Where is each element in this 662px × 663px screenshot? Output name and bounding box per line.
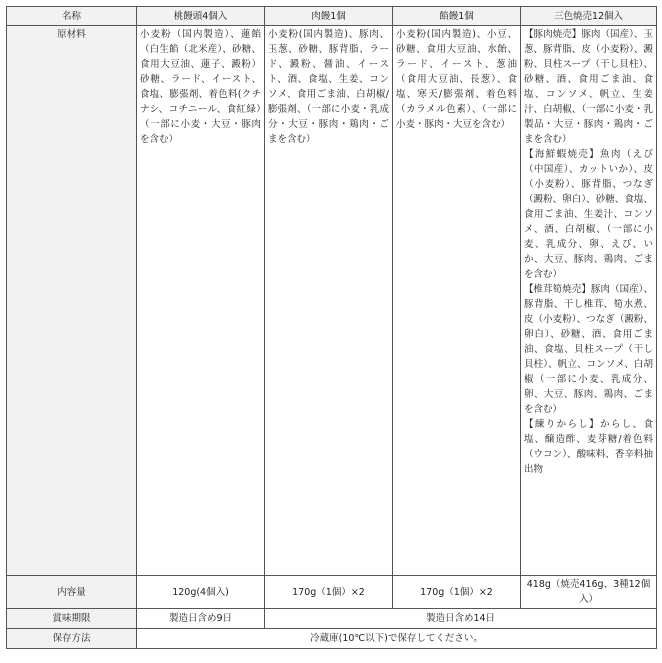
- product-niku-header: 肉饅1個: [265, 7, 393, 26]
- expiry-row: [7, 609, 657, 629]
- product-momo-header: 桃饅頭4個入: [137, 7, 265, 26]
- ingredients-row: [7, 26, 657, 576]
- storage-label: 保存方法: [7, 629, 137, 649]
- ingredients-shumai-shiitake: 【椎茸筍焼売】豚肉（国産）、豚背脂、干し椎茸、筍水煮、皮（小麦粉）、つなぎ（澱粉、卵白）、砂糖、酒、食用ごま油、食塩、貝柱スープ（干し貝柱）、帆立、コンソメ、白胡椒（一部に小麦、乳成分、卵、大豆、豚肉、鶏肉、ごまを含む）: [524, 284, 653, 415]
- product-spec-table: [6, 6, 657, 649]
- storage-row: [7, 629, 657, 649]
- expiry-momo: 製造日含め9日: [137, 609, 265, 629]
- ingredients-shumai-mustard: 【練りからし】からし、食塩、醸造酢、麦芽糖/着色料（ウコン）、酸味料、香辛料抽出物: [524, 419, 653, 475]
- volume-momo: 120g(4個入): [137, 576, 265, 609]
- ingredients-shumai-pork: 【豚肉焼売】豚肉（国産）、玉葱、豚背脂、皮（小麦粉）、澱粉、貝柱スープ（干し貝柱）、砂糖、酒、食用ごま油、食塩、コンソメ、帆立、生姜汁、白胡椒、（一部に小麦・乳製品・大豆・豚肉・鶏肉・ごまを含む）: [524, 29, 653, 145]
- storage-value: 冷蔵庫(10℃以下)で保存してください。: [137, 629, 657, 649]
- expiry-others: 製造日含め14日: [265, 609, 657, 629]
- volume-an: 170g（1個）×2: [393, 576, 521, 609]
- volume-shumai: 418g（焼売416g、3種12個入）: [521, 576, 657, 609]
- ingredients-shumai-shrimp: 【海鮮蝦焼売】魚肉（えび（中国産）、カットいか）、皮（小麦粉）、豚背脂、つなぎ（澱粉、卵白）、砂糖、食塩、食用ごま油、生姜汁、コンソメ、酒、白胡椒、（一部に小麦、乳成分、卵、えび、いか、大豆、豚肉、鶏肉、ごまを含む）: [524, 149, 653, 280]
- ingredients-niku: 小麦粉(国内製造)、豚肉、玉葱、砂糖、豚背脂、ラード、澱粉、醤油、イースト、酒、食塩、生姜、コンソメ、食用ごま油、白胡椒/膨張剤、（一部に小麦・乳成分・大豆・豚肉・鶏肉・ごまを含む）: [265, 26, 393, 576]
- name-label: 名称: [7, 7, 137, 26]
- ingredients-momo: 小麦粉（国内製造）、蓮餡（白生餡（北米産）、砂糖、食用大豆油、蓮子、澱粉）砂糖、ラード、イースト、食塩、膨張剤、着色料(クチナシ、コチニール、食紅緑）（一部に小麦・大豆・豚肉を含む）: [137, 26, 265, 576]
- ingredients-label: 原材料: [7, 26, 137, 576]
- ingredients-an: 小麦粉(国内製造)、小豆、砂糖、食用大豆油、水飴、ラード、イースト、葱油（食用大豆油、長葱）、食塩、寒天/膨張剤、着色料（カラメル色素）、（一部に小麦・豚肉・大豆を含む）: [393, 26, 521, 576]
- ingredients-shumai: [521, 26, 657, 576]
- product-an-header: 餡饅1個: [393, 7, 521, 26]
- header-row: [7, 7, 657, 26]
- volume-niku: 170g（1個）×2: [265, 576, 393, 609]
- product-shumai-header: 三色焼売12個入: [521, 7, 657, 26]
- volume-label: 内容量: [7, 576, 137, 609]
- expiry-label: 賞味期限: [7, 609, 137, 629]
- volume-row: [7, 576, 657, 609]
